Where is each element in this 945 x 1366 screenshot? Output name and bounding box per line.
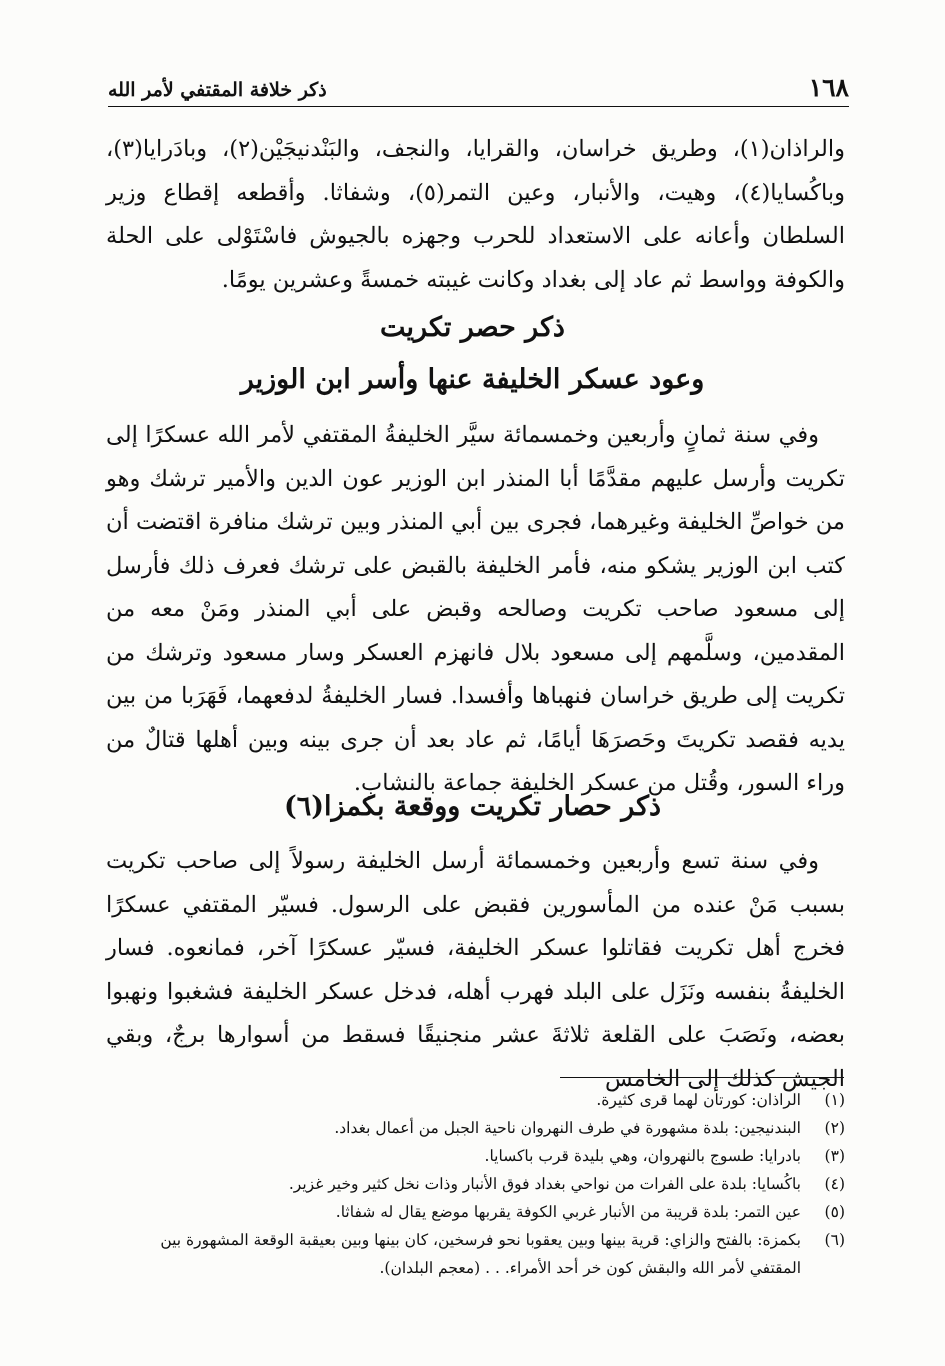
footnote-text: باكُسايا: بلدة على الفرات من نواحي بغداد فوق الأنبار وذات نخل كثير وخير غزير.: [288, 1175, 801, 1193]
footnotes-list: [106, 1086, 845, 1282]
footnote: [106, 1226, 845, 1282]
footnote-divider: [560, 1077, 844, 1078]
footnote-number: (٦): [824, 1231, 845, 1249]
section1-title-line1: ذكر حصر تكريت: [380, 312, 565, 343]
section1-paragraph: وفي سنة ثمانٍ وأربعين وخمسمائة سيَّر الخليفةُ المقتفي لأمر الله عسكرًا إلى تكريت وأرسل عليهم مقدَّمًا أبا المنذر ابن الوزير عون الدين والأمير ترشك وهو من خواصِّ الخليفة وغيرهما، فجرى بين أبي المنذر وبين ترشك منافرة اقتضت أن كتب ابن الوزير يشكو منه، فأمر الخليفة بالقبض على ترشك فعرف ذلك فأرسل إلى مسعود صاحب تكريت وصالحه وقبض على أبي المنذر ومَنْ معه من المقدمين، وسلَّمهم إلى مسعود بلال فانهزم العسكر وسار مسعود وترشك من تكريت إلى طريق خراسان فنهباها وأفسدا. فسار الخليفةُ لدفعهما، فَهَرَبا من بين يديه فقصد تكريتَ وحَصرَهَا أيامًا، ثم عاد بعد أن جرى بينه وبين أهلها قتالٌ من وراء السور، وقُتل من عسكر الخليفة جماعة بالنشابِ.: [106, 422, 845, 796]
footnote-text: عين التمر: بلدة قريبة من الأنبار غربي الكوفة يقربها موضع يقال له شفاثا.: [335, 1203, 801, 1221]
footnote-number: (١): [824, 1091, 845, 1109]
page-number: ١٦٨: [808, 73, 849, 102]
intro-paragraph-block: [106, 128, 845, 302]
footnote-text: البندنيجين: بلدة مشهورة في طرف النهروان ناحية الجبل من أعمال بغداد.: [334, 1119, 801, 1137]
footnote: [106, 1170, 845, 1198]
footnote-number: (٣): [824, 1147, 845, 1165]
section1-paragraph-block: [106, 414, 845, 806]
section2-paragraph: وفي سنة تسع وأربعين وخمسمائة أرسل الخليفة رسولاً إلى صاحب تكريت بسبب مَنْ عنده من المأسورين فقبض على الرسول. فسيّر المقتفي عسكرًا فخرج أهل تكريت فقاتلوا عسكر الخليفة، فسيّر عسكرًا آخر، فمانعوه. فسار الخليفةُ بنفسه ونَزَل على البلد فهرب أهله، فدخل عسكر الخليفة فشغبوا ونهبوا بعضه، ونَصَبَ على القلعة ثلاثةَ عشر منجنيقًا فسقط من أسوارها برجٌ، وبقي الجيش كذلك إلى الخامس: [106, 848, 845, 1092]
footnote-text: بادرايا: طسوج بالنهروان، وهي بليدة قرب باكسايا.: [484, 1147, 801, 1165]
footnote: [106, 1198, 845, 1226]
footnote-text: بكمزة: بالفتح والزاي: قرية بينها وبين يعقوبا نحو فرسخين، كان بينها وبين بعيقبة الوقعة المشهورة بين المقتفي لأمر الله والبقش كون خر أحد الأمراء. . . (معجم البلدان).: [160, 1231, 801, 1277]
section1-title-line2: وعود عسكر الخليفة عنها وأسر ابن الوزير: [240, 364, 705, 395]
footnote: [106, 1142, 845, 1170]
footnote-text: الراذان: كورتان لهما قرى كثيرة.: [596, 1091, 801, 1109]
intro-paragraph: والراذان(١)، وطريق خراسان، والقرايا، والنجف، والبَنْدنيجَيْن(٢)، وبادَرايا(٣)، وباكُسايا(٤)، وهيت، والأنبار، وعين التمر(٥)، وشفاثا. وأقطعه إقطاع وزير السلطان وأعانه على الاستعداد للحرب وجهزه بالجيوش فاسْتَوْلى على الحلة والكوفة وواسط ثم عاد إلى بغداد وكانت غيبته خمسةً وعشرين يومًا.: [106, 136, 845, 293]
footnote-number: (٤): [824, 1175, 845, 1193]
footnote-number: (٢): [824, 1119, 845, 1137]
running-title: ذكر خلافة المقتفي لأمر الله: [108, 79, 327, 101]
section2-paragraph-block: [106, 840, 845, 1101]
footnote: [106, 1114, 845, 1142]
section2-title: ذكر حصار تكريت ووقعة بكمزا(٦): [283, 791, 662, 822]
page-header: [108, 66, 849, 107]
footnote: [106, 1086, 845, 1114]
footnote-number: (٥): [824, 1203, 845, 1221]
